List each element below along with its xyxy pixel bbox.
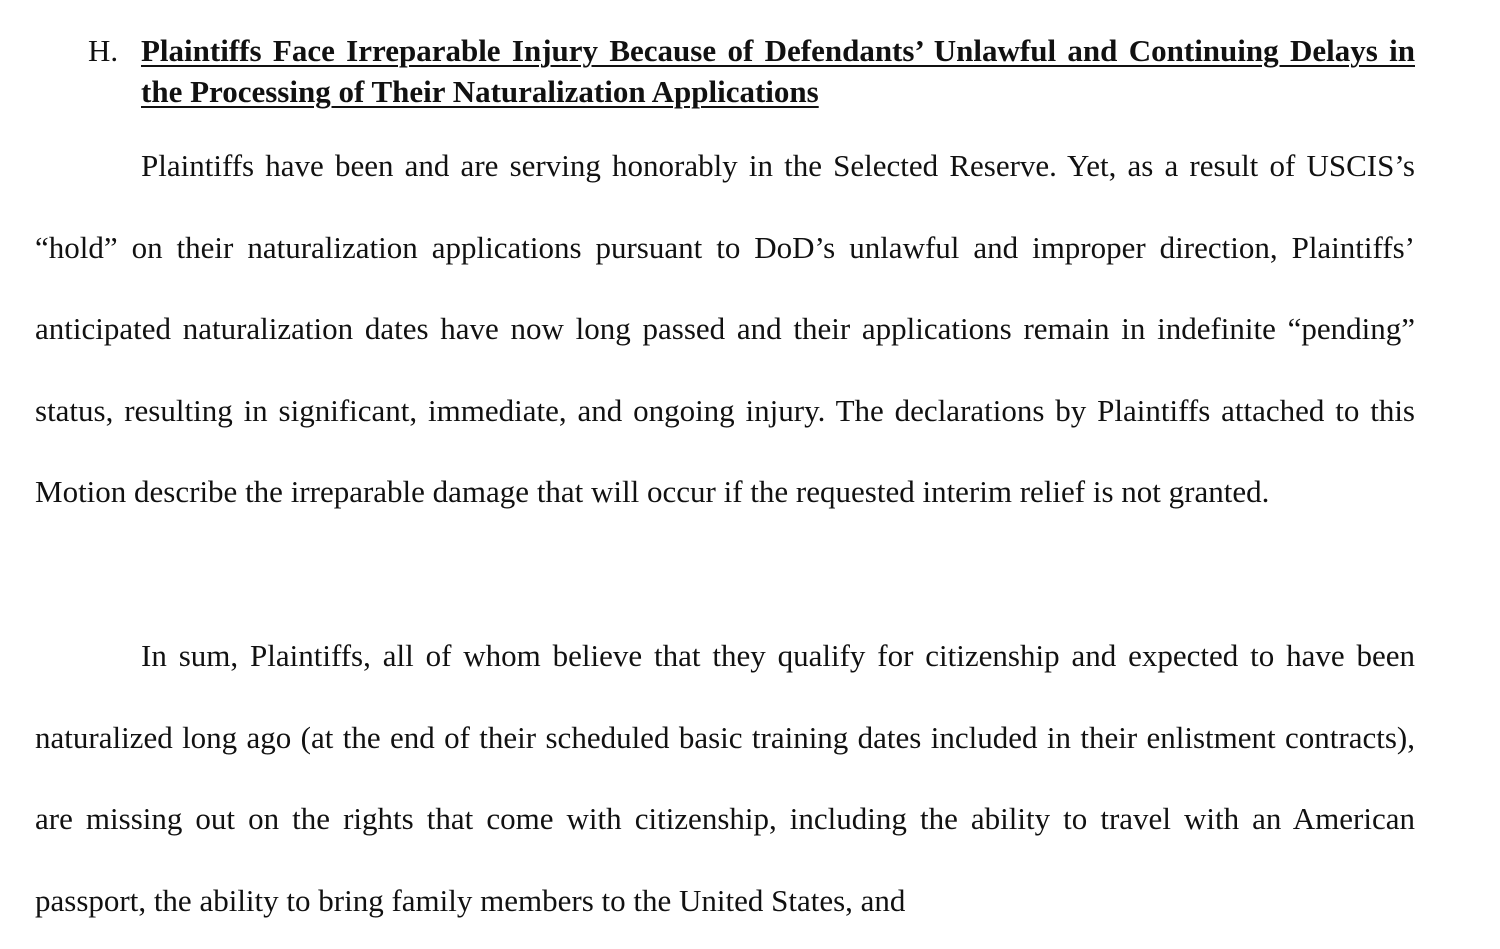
body-paragraph-1: Plaintiffs have been and are serving honorably in the Selected Reserve. Yet, as a result of USCIS’s “hold” on their naturalization applications pursuant to DoD’s unlawful and improper direction, Plaintiffs’ anticipated naturalization dates have now long passed and their applications remain in indefinite “pending” status, resulting in significant, immediate, and ongoing injury. The declarations by Plaintiffs attached to this Motion describe the irreparable damage that will occur if the requested interim relief is not granted. (35, 148, 1415, 510)
section-title: Plaintiffs Face Irreparable Injury Because of Defendants’ Unlawful and Continuing Delays in the Processing of Their Naturalization Applications (141, 33, 1415, 109)
body-paragraph-2: In sum, Plaintiffs, all of whom believe that they qualify for citizenship and expected to have been naturalized long ago (at the end of their scheduled basic training dates included in their enlistment contracts), are missing out on the rights that come with citizenship, including the ability to travel with an American passport, the ability to bring family members to the United States, and (35, 638, 1415, 918)
section-heading (88, 30, 1418, 112)
section-letter: H. (88, 33, 119, 68)
